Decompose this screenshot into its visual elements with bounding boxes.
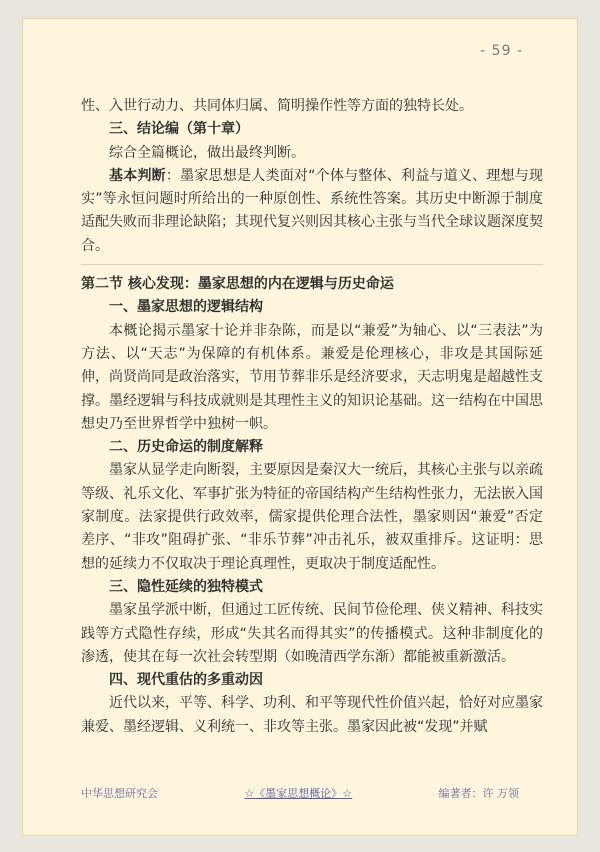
paragraph-implicit-continuation: 墨家虽学派中断，但通过工匠传统、民间节俭伦理、侠义精神、科技实践等方式隐性存续，形成“失其名而得其实”的传播模式。这种非制度化的渗透，使其在每一次社会转型期（如晚清西学东渐）都能被重新激活。: [81, 602, 543, 665]
subheading-implicit-continuation: 三、隐性延续的独特模式: [109, 578, 263, 595]
subheading-institutional-explanation: 二、历史命运的制度解释: [109, 439, 263, 456]
footer-publisher: 中华思想研究会: [81, 787, 158, 800]
paragraph-continuation: 性、入世行动力、共同体归属、简明操作性等方面的独特长处。: [81, 98, 473, 114]
basic-judgment-label: 基本判断: [109, 167, 166, 184]
paragraph-institutional-explanation: 墨家从显学走向断裂，主要原因是秦汉大一统后，其核心主张与以亲疏等级、礼乐文化、军事扩张为特征的帝国结构产生结构性张力，无法嵌入国家制度。法家提供行政效率，儒家提供伦理合法性，墨家则因“兼爱”否定差序、“非攻”阻碍扩张、“非乐节葬”冲击礼乐，被双重排斥。这证明：思想的延续力不仅取决于理论真理性，更取决于制度适配性。: [81, 462, 543, 572]
paragraph-logic-structure: 本概论揭示墨家十论并非杂陈，而是以“兼爱”为轴心、以“三表法”为方法、以“天志”为保障的有机体系。兼爱是伦理核心，非攻是其国际延伸，尚贤尚同是政治落实，节用节葬非乐是经济要求，天志明鬼是超越性支撑。墨经逻辑与科技成就则是其理性主义的知识论基础。这一结构在中国思想史乃至世界哲学中独树一帜。: [81, 322, 543, 432]
paragraph-basic-judgment: [81, 165, 543, 258]
basic-judgment-text: ：墨家思想是人类面对“个体与整体、利益与道义、理想与现实”等永恒问题时所给出的一种原创性、系统性答案。其历史中断源于制度适配失败而非理论缺陷；其现代复兴则因其核心主张与当代全球议题深度契合。: [81, 167, 543, 254]
section-title: 第二节 核心发现：墨家思想的内在逻辑与历史命运: [81, 276, 394, 293]
page-content: [81, 95, 543, 739]
footer-book-title: ☆《墨家思想概论》☆: [244, 787, 353, 800]
subheading-modern-reassessment: 四、现代重估的多重动因: [109, 672, 263, 689]
section-divider: [81, 264, 543, 265]
document-page: [22, 18, 578, 836]
paragraph-modern-reassessment: 近代以来，平等、科学、功利、和平等现代性价值兴起，恰好对应墨家兼爱、墨经逻辑、义利统一、非攻等主张。墨家因此被“发现”并赋: [81, 695, 543, 735]
page-footer: [81, 785, 519, 801]
footer-author: 编著者：许 万领: [438, 787, 519, 800]
subheading-logic-structure: 一、墨家思想的逻辑结构: [109, 299, 263, 316]
page-number: - 59 -: [480, 43, 523, 59]
paragraph-summary: 综合全篇概论，做出最终判断。: [109, 144, 305, 161]
heading-conclusion: 三、结论编（第十章）: [109, 121, 249, 138]
